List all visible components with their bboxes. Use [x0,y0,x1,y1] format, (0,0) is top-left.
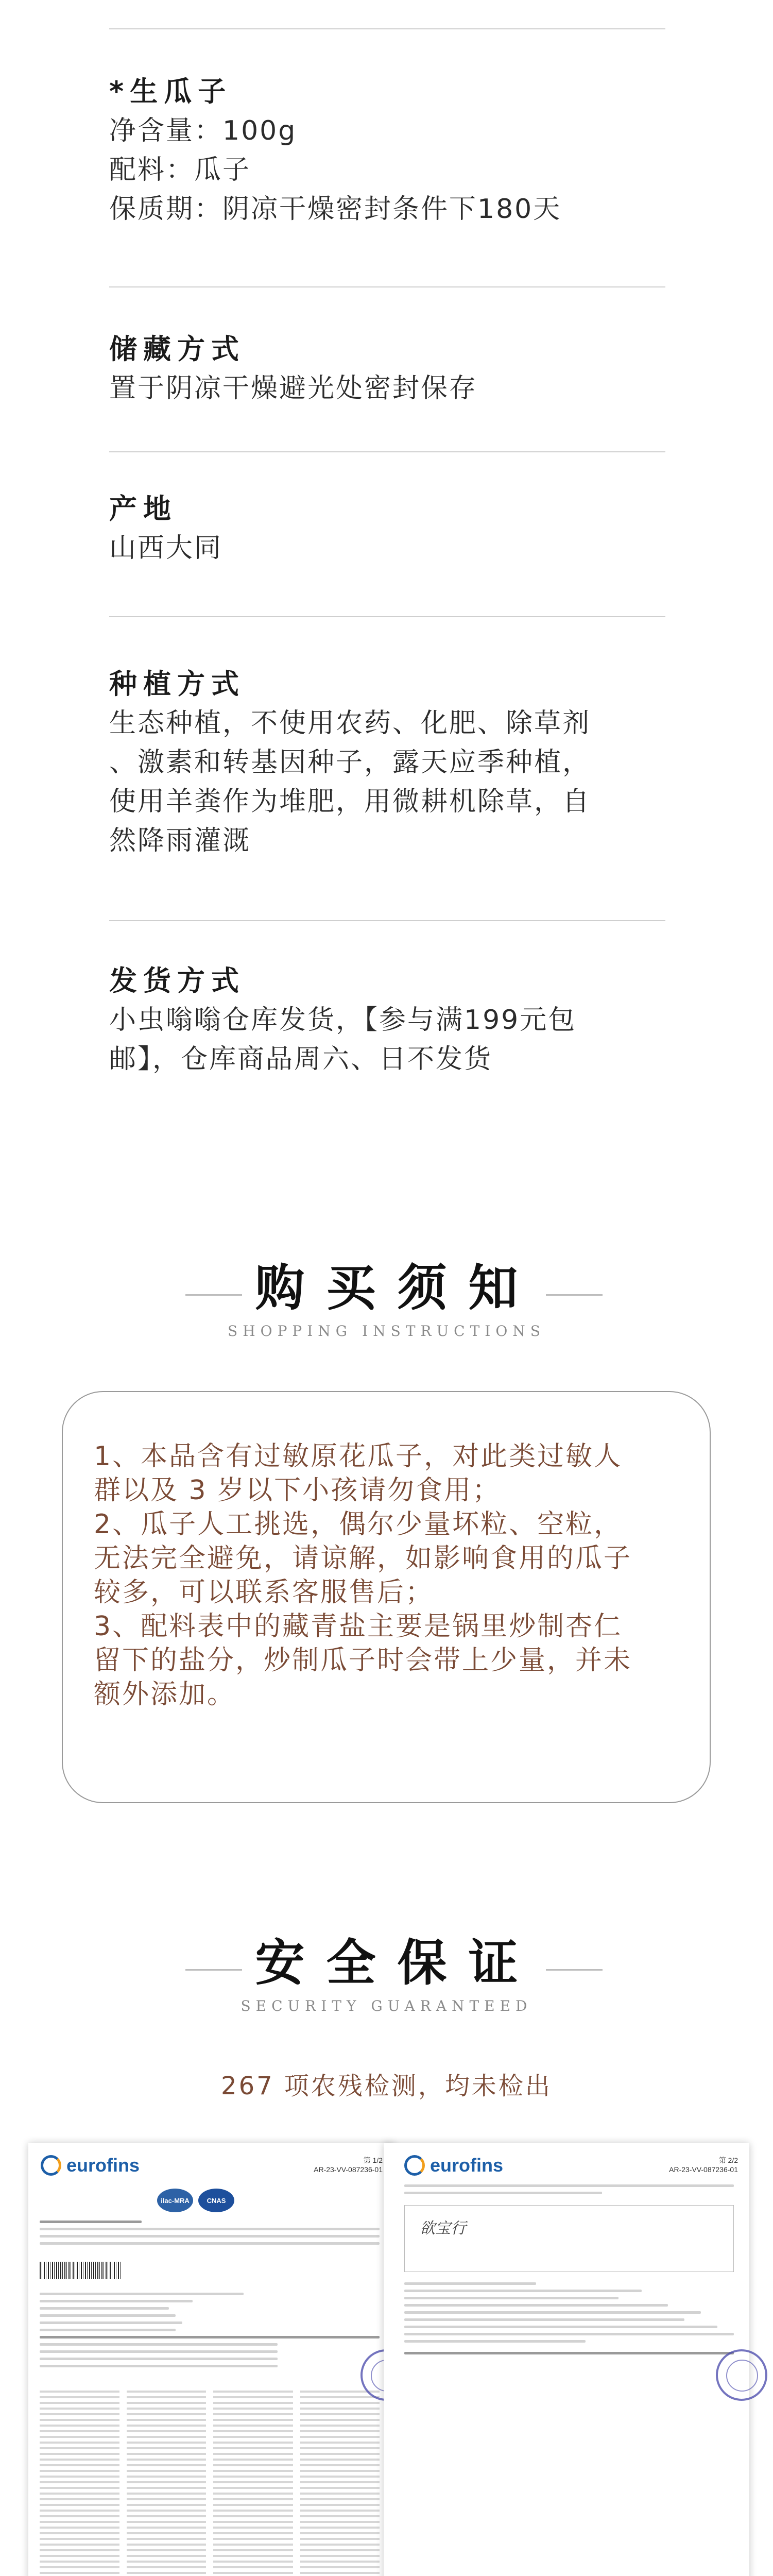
report-cell [213,2470,293,2472]
report-cell [213,2510,293,2512]
report-cell [213,2396,293,2398]
report-cell [40,2459,119,2461]
report-cell [300,2549,380,2551]
report-cell [300,2532,380,2534]
report-cell [127,2408,207,2410]
section-subheading: SHOPPING INSTRUCTIONS [228,1323,545,1340]
report-cell [300,2425,380,2427]
report-line [40,2235,380,2238]
report-cell [213,2408,293,2410]
notice-line: 较多，可以联系客服售后； [94,1577,434,1608]
notice-line: 群以及 3 岁以下小孩请勿食用； [94,1475,501,1506]
report-cell [127,2561,207,2563]
divider [109,616,665,617]
report-cell [40,2544,119,2546]
report-header-lines [40,2221,380,2249]
report-header-lines [404,2184,734,2199]
report-page: 第 2/2 [718,2156,738,2164]
report-cell [213,2521,293,2523]
report-line [40,2307,169,2310]
report-cell [40,2430,119,2432]
report-cell [40,2442,119,2444]
divider [109,451,665,452]
report-cell [300,2566,380,2568]
report-cell [300,2430,380,2432]
report-cell [127,2493,207,2495]
report-cell [213,2442,293,2444]
report-cell [127,2419,207,2421]
report-cell [127,2447,207,2449]
report-cell [40,2476,119,2478]
report-line [40,2221,142,2223]
report-cell [127,2521,207,2523]
spec-title: 种植方式 [109,668,245,700]
report-line [40,2350,278,2353]
report-cell [127,2549,207,2551]
report-cell [300,2436,380,2438]
report-cell [300,2538,380,2540]
report-cell [300,2572,380,2574]
spec-line: 山西大同 [109,533,223,564]
report-cell [127,2544,207,2546]
report-line [40,2293,244,2295]
ilac-badge: ilac-MRA [157,2189,193,2212]
report-cell [40,2521,119,2523]
report-cell [40,2504,119,2506]
report-line [40,2358,278,2360]
report-cell [40,2419,119,2421]
report-cell [300,2396,380,2398]
report-line [404,2297,619,2299]
report-cell [40,2413,119,2415]
report-cell [40,2453,119,2455]
report-cell [40,2532,119,2534]
notice-line: 留下的盐分，炒制瓜子时会带上少量，并未 [94,1645,632,1676]
report-cell [127,2538,207,2540]
eurofins-logo-icon [41,2155,61,2176]
report-line [40,2314,176,2317]
spec-line: 然降雨灌溉 [109,825,251,856]
report-cell [300,2493,380,2495]
report-cell [300,2510,380,2512]
report-cell [127,2504,207,2506]
report-cell [40,2436,119,2438]
report-page: 第 1/2 [363,2156,383,2164]
spec-title: 产地 [109,493,177,525]
report-cell [300,2419,380,2421]
report-cell [213,2572,293,2574]
report-line [40,2300,193,2302]
report-line [404,2318,684,2321]
report-cell [213,2419,293,2421]
report-cell [213,2447,293,2449]
report-cell [213,2566,293,2568]
report-cell [213,2453,293,2455]
report-line [40,2343,278,2346]
report-cell [40,2549,119,2551]
report-line [40,2228,380,2230]
report-cell [127,2391,207,2393]
report-cell [213,2391,293,2393]
notice-line: 3、配料表中的藏青盐主要是锅里炒制杏仁 [94,1611,623,1642]
report-line [404,2192,602,2194]
report-line [404,2311,701,2314]
spec-line: 小虫嗡嗡仓库发货，【参与满199元包 [109,1005,577,1036]
report-cell [127,2566,207,2568]
shopping-heading [0,1257,773,1342]
report-cell [127,2396,207,2398]
spec-line: 置于阴凉干燥避光处密封保存 [109,373,478,404]
report-line [40,2365,278,2367]
spec-origin [109,489,665,568]
report-cell [300,2476,380,2478]
report-line [40,2329,176,2331]
report-cell [40,2402,119,2404]
report-results-grid [40,2391,380,2576]
safety-heading [0,1932,773,2016]
report-cell [40,2487,119,2489]
report-number: AR-23-VV-087236-01 [669,2165,738,2174]
official-seal [716,2349,767,2401]
report-line [404,2184,734,2187]
report-cell [300,2555,380,2557]
cnas-badge: CNAS [198,2189,234,2212]
notice-box [62,1391,711,1803]
report-cell [127,2402,207,2404]
section-subheading: SECURITY GUARANTEED [241,1997,532,2014]
report-cell [213,2425,293,2427]
spec-planting [109,665,665,860]
report-cell [300,2413,380,2415]
report-cell [127,2470,207,2472]
spec-line: 使用羊粪作为堆肥，用微耕机除草，自 [109,786,591,817]
report-barcode [40,2262,122,2279]
tests-caption: 267 项农残检测，均未检出 [221,2072,552,2100]
spec-title: 储藏方式 [109,333,245,365]
report-notes-lines [404,2282,734,2359]
report-cell [300,2447,380,2449]
spec-shipping [109,961,665,1079]
report-line [404,2290,642,2292]
report-cell [213,2549,293,2551]
report-line [40,2336,380,2338]
brand-name: eurofins [66,2155,140,2176]
report-cell [127,2515,207,2517]
report-cell [213,2481,293,2483]
eurofins-logo [404,2155,503,2176]
report-cell [127,2459,207,2461]
report-cell [40,2538,119,2540]
report-cell [40,2510,119,2512]
report-line [40,2321,182,2324]
report-cell [127,2430,207,2432]
report-cell [213,2532,293,2534]
report-cell [127,2487,207,2489]
report-cell [40,2572,119,2574]
eurofins-logo [41,2155,140,2176]
divider [109,920,665,921]
divider [109,286,665,287]
report-cell [40,2566,119,2568]
report-cell [213,2464,293,2466]
report-cell [300,2442,380,2444]
notice-line: 无法完全避免，请谅解，如影响食用的瓜子 [94,1543,632,1574]
report-line [404,2340,586,2343]
report-cell [213,2498,293,2500]
report-line [404,2282,536,2285]
report-cell [213,2413,293,2415]
report-page-info [314,2156,383,2174]
notice-text [94,1439,681,1711]
eurofins-logo-icon [404,2155,425,2176]
report-cell [127,2453,207,2455]
report-cell [40,2498,119,2500]
report-cell [213,2402,293,2404]
spec-line: 、激素和转基因种子，露天应季种植， [109,747,591,778]
section-heading: 安全保证 [255,1934,540,1992]
report-cell [40,2555,119,2557]
report-cell [40,2425,119,2427]
report-cell [300,2498,380,2500]
spec-product [109,72,665,229]
spec-title: 发货方式 [109,964,245,997]
report-cell [127,2572,207,2574]
report-cell [127,2476,207,2478]
report-cell [300,2464,380,2466]
report-cell [40,2396,119,2398]
report-cell [300,2487,380,2489]
report-line [404,2304,668,2307]
section-heading: 购买须知 [255,1259,540,1317]
report-cell [213,2493,293,2495]
report-cell [40,2527,119,2529]
report-cell [213,2544,293,2546]
report-sample-lines [40,2293,380,2372]
test-report-page-2 [384,2143,749,2576]
report-cell [213,2555,293,2557]
report-cell [127,2442,207,2444]
spec-line: 净含量：100g [109,115,297,146]
report-cell [127,2436,207,2438]
report-cell [40,2464,119,2466]
report-cell [40,2561,119,2563]
report-cell [213,2515,293,2517]
report-line [404,2352,734,2354]
report-page-info [669,2156,738,2174]
report-cell [300,2470,380,2472]
report-cell [213,2459,293,2461]
report-cell [40,2493,119,2495]
report-cell [300,2453,380,2455]
spec-line: 保质期：阴凉干燥密封条件下180天 [109,194,562,225]
report-cell [300,2402,380,2404]
report-cell [300,2481,380,2483]
report-cell [300,2504,380,2506]
report-cell [213,2487,293,2489]
report-line [404,2326,717,2328]
report-cell [127,2498,207,2500]
spec-line: 配料：瓜子 [109,155,251,185]
report-cell [213,2436,293,2438]
spec-line: 生态种植，不使用农药、化肥、除草剂 [109,708,591,739]
signature: 欲宝行 [420,2219,466,2238]
report-cell [127,2510,207,2512]
report-cell [213,2476,293,2478]
report-cell [127,2425,207,2427]
test-report-page-1 [28,2143,394,2576]
report-cell [127,2527,207,2529]
report-cell [213,2504,293,2506]
report-cell [127,2413,207,2415]
report-cell [213,2538,293,2540]
report-line [404,2333,734,2335]
report-cell [300,2515,380,2517]
report-cell [300,2521,380,2523]
report-cell [127,2481,207,2483]
report-line [40,2242,380,2245]
report-cell [40,2447,119,2449]
spec-title: *生瓜子 [109,75,232,108]
report-cell [213,2430,293,2432]
report-number: AR-23-VV-087236-01 [314,2165,383,2174]
report-cell [127,2464,207,2466]
report-cell [127,2555,207,2557]
report-cell [40,2391,119,2393]
notice-line: 额外添加。 [94,1679,236,1710]
report-cell [300,2527,380,2529]
report-cell [40,2515,119,2517]
report-cell [213,2527,293,2529]
report-cell [300,2544,380,2546]
report-cell [213,2561,293,2563]
report-cell [40,2481,119,2483]
report-cell [300,2408,380,2410]
report-cell [127,2532,207,2534]
spec-storage [109,330,665,408]
report-cell [40,2470,119,2472]
brand-name: eurofins [430,2155,504,2176]
report-cell [40,2408,119,2410]
report-cell [300,2459,380,2461]
report-cell [300,2561,380,2563]
divider-top [109,28,665,29]
notice-line: 1、本品含有过敏原花瓜子，对此类过敏人 [94,1441,623,1472]
spec-line: 邮】，仓库商品周六、日不发货 [109,1044,493,1075]
notice-line: 2、瓜子人工挑选，偶尔少量坏粒、空粒， [94,1509,623,1540]
